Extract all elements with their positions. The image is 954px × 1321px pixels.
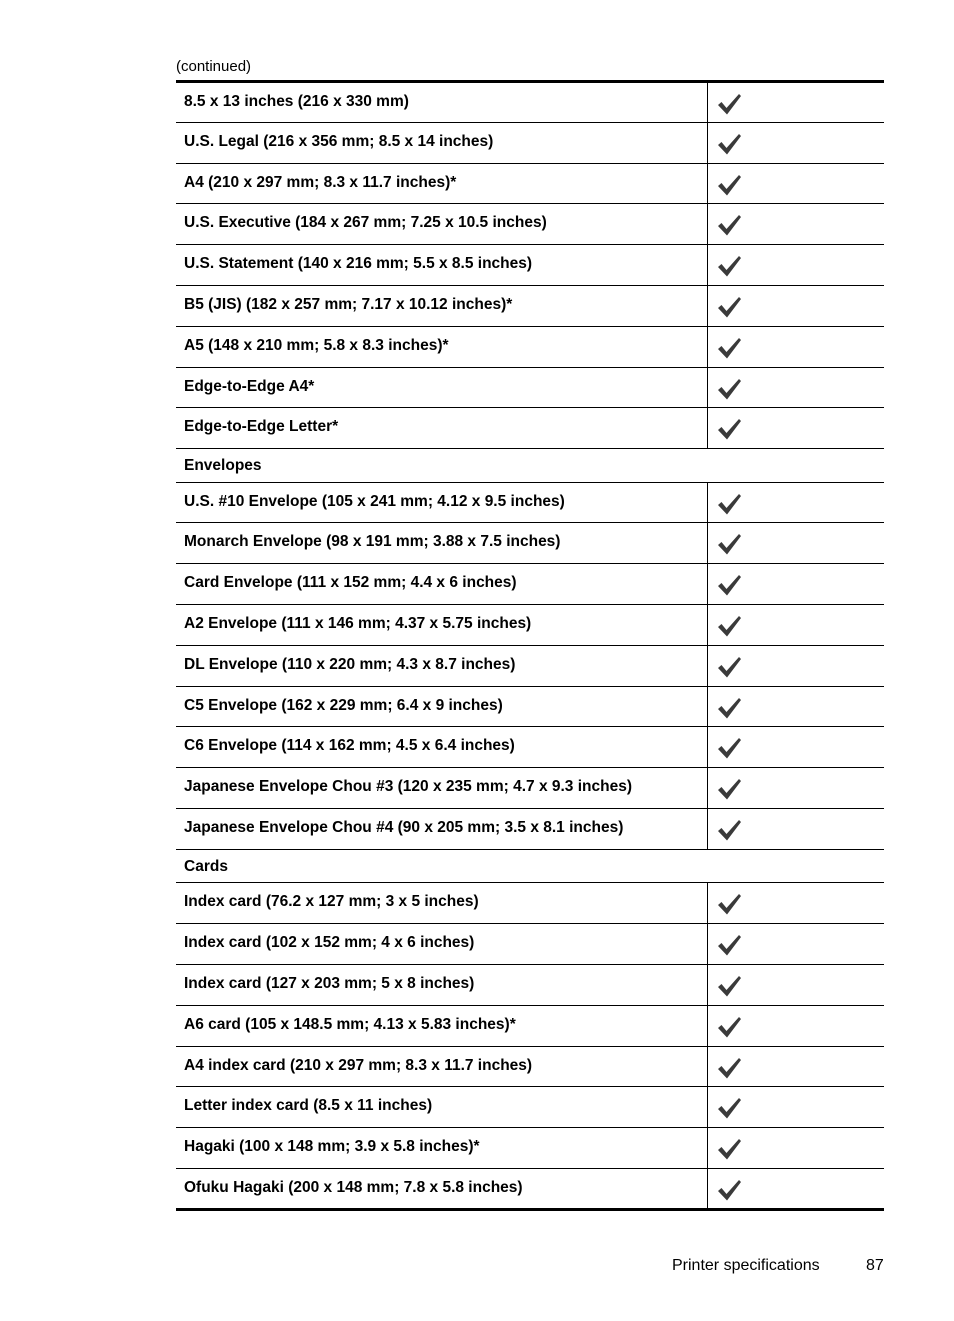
table-row [176,686,884,727]
checkmark-icon [716,492,885,516]
support-cell [707,727,884,768]
checkmark-icon [716,974,885,998]
paper-size-label: U.S. Statement (140 x 216 mm; 5.5 x 8.5 inches) [176,245,707,286]
table-row [176,1128,884,1169]
support-cell [707,1046,884,1087]
support-cell [707,564,884,605]
checkmark-icon [716,736,885,760]
paper-size-label: Index card (76.2 x 127 mm; 3 x 5 inches) [176,883,707,924]
table-row [176,1087,884,1128]
checkmark-icon [716,377,885,401]
checkmark-icon [716,614,885,638]
section-header-label: Envelopes [176,449,884,483]
checkmark-icon [716,573,885,597]
support-cell [707,408,884,449]
table-row [176,645,884,686]
checkmark-icon [716,1137,885,1161]
support-cell [707,204,884,245]
table-row [176,163,884,204]
support-cell [707,809,884,850]
table-row [176,809,884,850]
paper-size-label: A2 Envelope (111 x 146 mm; 4.37 x 5.75 inches) [176,605,707,646]
paper-size-label: C5 Envelope (162 x 229 mm; 6.4 x 9 inches) [176,686,707,727]
table-row [176,408,884,449]
continued-label: (continued) [176,58,252,75]
paper-size-table-body [176,82,884,1210]
paper-size-label: 8.5 x 13 inches (216 x 330 mm) [176,82,707,123]
paper-size-label: Monarch Envelope (98 x 191 mm; 3.88 x 7.5 inches) [176,523,707,564]
checkmark-icon [716,213,885,237]
table-row [176,122,884,163]
paper-size-label: A4 (210 x 297 mm; 8.3 x 11.7 inches)* [176,163,707,204]
footer-section-title: Printer specifications [672,1257,820,1274]
table-row [176,768,884,809]
checkmark-icon [716,777,885,801]
support-cell [707,367,884,408]
paper-size-label: Card Envelope (111 x 152 mm; 4.4 x 6 inches) [176,564,707,605]
checkmark-icon [716,173,885,197]
paper-size-label: Hagaki (100 x 148 mm; 3.9 x 5.8 inches)* [176,1128,707,1169]
support-cell [707,163,884,204]
checkmark-icon [716,1056,885,1080]
support-cell [707,645,884,686]
paper-size-label: C6 Envelope (114 x 162 mm; 4.5 x 6.4 inches) [176,727,707,768]
support-cell [707,686,884,727]
table-row [176,285,884,326]
support-cell [707,523,884,564]
checkmark-icon [716,295,885,319]
paper-size-label: DL Envelope (110 x 220 mm; 4.3 x 8.7 inches) [176,645,707,686]
page-number: 87 [866,1257,884,1274]
checkmark-icon [716,532,885,556]
table-row [176,326,884,367]
support-cell [707,1128,884,1169]
paper-size-label: Ofuku Hagaki (200 x 148 mm; 7.8 x 5.8 inches) [176,1168,707,1209]
paper-size-label: Edge-to-Edge A4* [176,367,707,408]
table-row [176,564,884,605]
table-row [176,523,884,564]
checkmark-icon [716,892,885,916]
section-header-row [176,449,884,483]
paper-size-label: U.S. Legal (216 x 356 mm; 8.5 x 14 inches) [176,122,707,163]
table-row [176,1168,884,1209]
paper-size-label: Index card (102 x 152 mm; 4 x 6 inches) [176,924,707,965]
checkmark-icon [716,92,885,116]
support-cell [707,883,884,924]
paper-size-label: A6 card (105 x 148.5 mm; 4.13 x 5.83 inches)* [176,1005,707,1046]
support-cell [707,605,884,646]
checkmark-icon [716,696,885,720]
paper-size-label: B5 (JIS) (182 x 257 mm; 7.17 x 10.12 inches)* [176,285,707,326]
table-row [176,204,884,245]
support-cell [707,964,884,1005]
support-cell [707,326,884,367]
table-row [176,482,884,523]
table-row [176,82,884,123]
paper-size-table [176,80,884,1211]
support-cell [707,285,884,326]
section-header-label: Cards [176,849,884,883]
support-cell [707,245,884,286]
table-row [176,727,884,768]
support-cell [707,1005,884,1046]
support-cell [707,482,884,523]
checkmark-icon [716,132,885,156]
checkmark-icon [716,1015,885,1039]
checkmark-icon [716,417,885,441]
table-row [176,245,884,286]
checkmark-icon [716,254,885,278]
checkmark-icon [716,933,885,957]
checkmark-icon [716,818,885,842]
table-row [176,1005,884,1046]
table-row [176,964,884,1005]
table-row [176,1046,884,1087]
support-cell [707,768,884,809]
paper-size-label: U.S. Executive (184 x 267 mm; 7.25 x 10.5 inches) [176,204,707,245]
paper-size-label: Letter index card (8.5 x 11 inches) [176,1087,707,1128]
paper-size-label: Edge-to-Edge Letter* [176,408,707,449]
checkmark-icon [716,1096,885,1120]
table-row [176,924,884,965]
table-row [176,883,884,924]
paper-size-label: U.S. #10 Envelope (105 x 241 mm; 4.12 x 9.5 inches) [176,482,707,523]
support-cell [707,924,884,965]
paper-size-label: Japanese Envelope Chou #4 (90 x 205 mm; 3.5 x 8.1 inches) [176,809,707,850]
table-row [176,367,884,408]
support-cell [707,122,884,163]
checkmark-icon [716,1178,885,1202]
support-cell [707,1168,884,1209]
table-row [176,605,884,646]
support-cell [707,1087,884,1128]
section-header-row [176,849,884,883]
paper-size-label: A4 index card (210 x 297 mm; 8.3 x 11.7 inches) [176,1046,707,1087]
paper-size-label: Index card (127 x 203 mm; 5 x 8 inches) [176,964,707,1005]
support-cell [707,82,884,123]
paper-size-label: Japanese Envelope Chou #3 (120 x 235 mm; 4.7 x 9.3 inches) [176,768,707,809]
checkmark-icon [716,336,885,360]
checkmark-icon [716,655,885,679]
paper-size-label: A5 (148 x 210 mm; 5.8 x 8.3 inches)* [176,326,707,367]
